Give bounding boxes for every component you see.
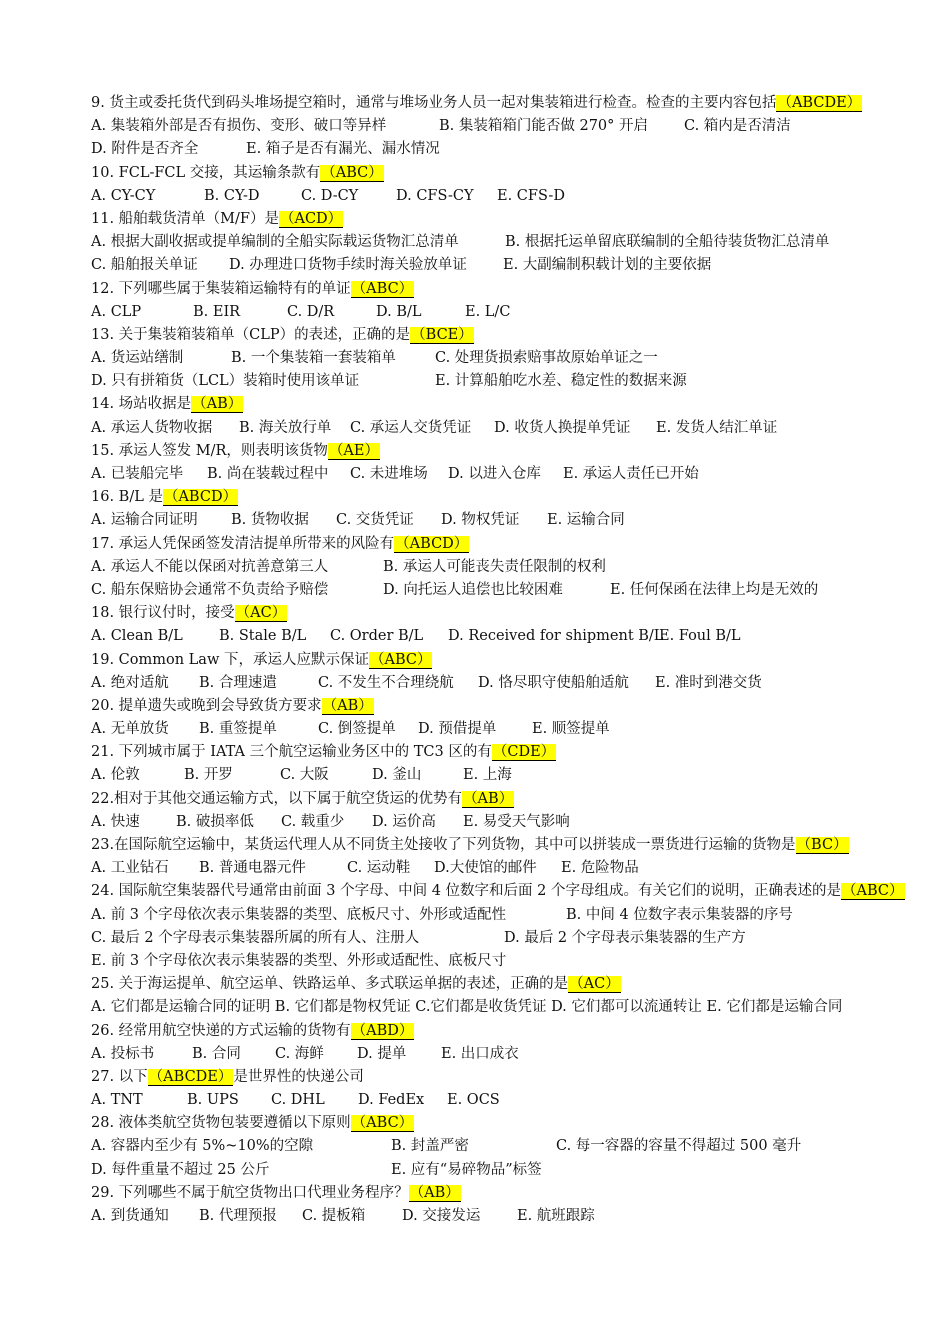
option-row xyxy=(91,1043,921,1066)
answer-highlight: （AB） xyxy=(192,396,243,413)
question-text: 28. 液体类航空货物包装要遵循以下原则 xyxy=(91,1115,351,1132)
option: A. 承运人货物收据 xyxy=(91,419,213,436)
option-row xyxy=(91,509,921,532)
option: A. TNT xyxy=(91,1092,143,1109)
question-document xyxy=(91,92,921,1228)
option: C. Order B/L xyxy=(330,628,424,645)
question-stem xyxy=(91,741,921,764)
question-text: 13. 关于集装箱装箱单（CLP）的表述，正确的是 xyxy=(91,326,411,343)
option: C. 处理货损索赔事故原始单证之一 xyxy=(435,350,658,367)
question-text: 25. 关于海运提单、航空运单、铁路运单、多式联运单据的表述，正确的是 xyxy=(91,976,569,993)
question-text-tail: 是世界性的快递公司 xyxy=(233,1068,364,1085)
option: B. 海关放行单 xyxy=(239,419,332,436)
option: A. 集装箱外部是否有损伤、变形、破口等异样 xyxy=(91,118,387,135)
answer-highlight: （BC） xyxy=(796,837,848,853)
answer-highlight: （ACD） xyxy=(279,210,343,227)
option: C. 倒签提单 xyxy=(318,721,396,738)
option: A. CLP xyxy=(91,303,142,320)
option: B. 货物收据 xyxy=(231,512,309,529)
option: D. 釜山 xyxy=(372,767,422,784)
option: D. 运价高 xyxy=(372,813,436,830)
question-text: 10. FCL-FCL 交接，其运输条款有 xyxy=(91,164,321,181)
option-row xyxy=(91,301,921,324)
question-text: 26. 经常用航空快递的方式运输的货物有 xyxy=(91,1022,351,1039)
question-stem xyxy=(91,1066,921,1089)
answer-highlight: （AC） xyxy=(235,605,287,622)
question-text: 12. 下列哪些属于集装箱运输特有的单证 xyxy=(91,280,351,297)
question-stem xyxy=(91,92,921,115)
option-row xyxy=(91,718,921,741)
answer-highlight: （ABC） xyxy=(351,280,414,297)
answer-highlight: （BCE） xyxy=(411,326,473,343)
option: D. 以进入仓库 xyxy=(448,466,541,482)
option: C. 承运人交货凭证 xyxy=(350,419,472,436)
question-stem xyxy=(91,278,921,301)
option-row xyxy=(91,231,921,254)
option: D. FedEx xyxy=(358,1092,425,1109)
option: D. B/L xyxy=(376,303,422,320)
question-text: 9. 货主或委托货代到码头堆场提空箱时，通常与堆场业务人员一起对集装箱进行检查。检查的主要内容包括 xyxy=(91,95,777,111)
option: B. Stale B/L xyxy=(219,628,307,645)
option: D. 恪尽职守使船舶适航 xyxy=(478,674,629,691)
question-stem xyxy=(91,834,921,857)
option-row xyxy=(91,347,921,370)
option: B. 破损率低 xyxy=(176,813,254,830)
option-row xyxy=(91,811,921,834)
option: A. 到货通知 xyxy=(91,1208,169,1224)
option: B. 一个集装箱一套装箱单 xyxy=(231,350,396,367)
answer-highlight: （AE） xyxy=(328,442,379,459)
option: A. 无单放货 xyxy=(91,721,169,738)
answer-highlight: （ABCDE） xyxy=(148,1068,233,1085)
option: B. 重签提单 xyxy=(199,721,277,738)
option-row xyxy=(91,1089,921,1112)
question-text: 23.在国际航空运输中，某货运代理人从不同货主处接收了下列货物，其中可以拼装成一票货进行运输的货物是 xyxy=(91,837,796,853)
option: E. 准时到港交货 xyxy=(655,674,762,691)
option: A. 容器内至少有 5%~10%的空隙 xyxy=(91,1138,314,1155)
option: B. 封盖严密 xyxy=(391,1138,469,1155)
answer-highlight: （ABC） xyxy=(369,651,432,668)
option: C. D/R xyxy=(287,303,335,320)
question-text: 24. 国际航空集装器代号通常由前面 3 个字母、中间 4 位数字和后面 2 个字母组成。有关它们的说明，正确表述的是 xyxy=(91,883,841,900)
answer-highlight: （ABC） xyxy=(842,883,904,900)
option: B. UPS xyxy=(187,1092,239,1109)
option: D. 附件是否齐全 xyxy=(91,141,199,158)
question-stem xyxy=(91,880,921,903)
answer-highlight: （ABD） xyxy=(351,1022,414,1039)
option: D. 每件重量不超过 25 公斤 xyxy=(91,1161,270,1178)
option: D. 预借提单 xyxy=(418,721,497,738)
option: B. EIR xyxy=(193,303,241,320)
question-text: 14. 场站收据是 xyxy=(91,396,192,413)
question-stem xyxy=(91,1182,921,1205)
option-row xyxy=(91,417,921,440)
question-text: 17. 承运人凭保函签发清洁提单所带来的风险有 xyxy=(91,535,395,552)
answer-highlight: （AC） xyxy=(569,976,620,993)
question-stem xyxy=(91,695,921,718)
option: D. CFS-CY xyxy=(396,187,474,204)
option: E. 计算船舶吃水差、稳定性的数据来源 xyxy=(435,373,687,390)
option: C. DHL xyxy=(271,1092,325,1109)
option: B. CY-D xyxy=(204,187,260,204)
option: A. 快速 xyxy=(91,813,140,830)
option: C. 未进堆场 xyxy=(350,466,428,482)
option-row xyxy=(91,996,921,1019)
question-stem xyxy=(91,393,921,416)
answer-highlight: （AB） xyxy=(463,790,514,807)
option: B. 普通电器元件 xyxy=(199,860,306,877)
option: B. 开罗 xyxy=(184,767,233,784)
option-row xyxy=(91,1159,921,1182)
option: B. 承运人可能丧失责任限制的权利 xyxy=(383,558,606,575)
question-stem xyxy=(91,440,921,463)
answer-highlight: （AB） xyxy=(322,697,373,714)
question-text: 29. 下列哪些不属于航空货物出口代理业务程序？ xyxy=(91,1184,409,1201)
question-stem xyxy=(91,649,921,672)
option: C. 箱内是否清洁 xyxy=(684,118,791,135)
option-row xyxy=(91,764,921,787)
option: A. 根据大副收据或提单编制的全船实际载运货物汇总清单 xyxy=(91,234,459,251)
option: D. 只有拼箱货（LCL）装箱时使用该单证 xyxy=(91,373,360,390)
option: D. 交接发运 xyxy=(402,1208,481,1224)
question-text: 18. 银行议付时，接受 xyxy=(91,605,235,622)
option-row xyxy=(91,115,921,138)
option: E. 航班跟踪 xyxy=(517,1208,595,1224)
option: B. 代理预报 xyxy=(199,1208,277,1224)
option-row xyxy=(91,254,921,277)
question-stem xyxy=(91,602,921,625)
option: D. 收货人换提单凭证 xyxy=(494,419,631,436)
option-row xyxy=(91,1135,921,1158)
option-row xyxy=(91,1205,921,1228)
option: E. 承运人责任已开始 xyxy=(563,466,699,482)
answer-highlight: （ABCD） xyxy=(395,535,469,552)
option: E. 应有“易碎物品”标签 xyxy=(391,1161,542,1178)
option: E. CFS-D xyxy=(497,187,565,204)
answer-highlight: （CDE） xyxy=(492,744,556,761)
option: A. 货运站缮制 xyxy=(91,350,184,367)
question-stem xyxy=(91,486,921,509)
option: C. 大阪 xyxy=(280,767,329,784)
option: C. 载重少 xyxy=(281,813,345,830)
option: C. 船东保赔协会通常不负责给予赔偿 xyxy=(91,581,329,598)
option: A. 绝对适航 xyxy=(91,674,169,691)
option: B. 合理速遣 xyxy=(199,674,277,691)
option: C. D-CY xyxy=(301,187,359,204)
option: A. 前 3 个字母依次表示集装器的类型、底板尺寸、外形或适配性 xyxy=(91,906,507,923)
option-row xyxy=(91,672,921,695)
option: A. 已装船完毕 xyxy=(91,466,184,482)
option: E. 危险物品 xyxy=(561,860,639,877)
option-row xyxy=(91,185,921,208)
option-row xyxy=(91,927,921,950)
option-row xyxy=(91,579,921,602)
question-text: 19. Common Law 下，承运人应默示保证 xyxy=(91,651,369,668)
option: E. 发货人结汇单证 xyxy=(656,419,778,436)
option: E. L/C xyxy=(465,303,511,320)
option: E. 出口成衣 xyxy=(441,1045,519,1062)
option: E. Foul B/L xyxy=(659,628,741,645)
question-stem xyxy=(91,973,921,996)
option: E. 箱子是否有漏光、漏水情况 xyxy=(246,141,440,158)
question-stem xyxy=(91,533,921,556)
option: D. 办理进口货物手续时海关验放单证 xyxy=(229,257,467,274)
option: E. 运输合同 xyxy=(547,512,625,529)
option-row xyxy=(91,857,921,880)
option-row xyxy=(91,370,921,393)
option-row xyxy=(91,463,921,486)
option-row xyxy=(91,950,921,973)
option: E. 前 3 个字母依次表示集装器的类型、外形或适配性、底板尺寸 xyxy=(91,952,507,969)
option: B. 根据托运单留底联编制的全船待装货物汇总清单 xyxy=(505,234,830,251)
answer-highlight: （ABCD） xyxy=(163,489,238,506)
option: A. 投标书 xyxy=(91,1045,155,1062)
question-stem xyxy=(91,788,921,811)
question-text: 21. 下列城市属于 IATA 三个航空运输业务区中的 TC3 区的有 xyxy=(91,744,492,761)
question-stem xyxy=(91,324,921,347)
option: C. 交货凭证 xyxy=(336,512,414,529)
option: E. 顺签提单 xyxy=(532,721,610,738)
question-stem xyxy=(91,162,921,185)
option: A. 承运人不能以保函对抗善意第三人 xyxy=(91,558,329,575)
option: C. 船舶报关单证 xyxy=(91,257,198,274)
question-text: 11. 船舶载货清单（M/F）是 xyxy=(91,210,279,227)
question-stem xyxy=(91,1112,921,1135)
option-row xyxy=(91,138,921,161)
question-stem xyxy=(91,1020,921,1043)
answer-highlight: （ABCDE） xyxy=(777,95,862,111)
option: B. 中间 4 位数字表示集装器的序号 xyxy=(566,906,793,923)
option: B. 尚在装载过程中 xyxy=(207,466,329,482)
option: E. 易受天气影响 xyxy=(463,813,570,830)
answer-highlight: （ABC） xyxy=(321,164,383,181)
option: E. 大副编制积载计划的主要依据 xyxy=(503,257,712,274)
question-text: 20. 提单遗失或晚到会导致货方要求 xyxy=(91,697,322,714)
option: E. 任何保函在法律上均是无效的 xyxy=(610,581,819,598)
option: C. 提板箱 xyxy=(302,1208,366,1224)
option: D. 提单 xyxy=(357,1045,407,1062)
option: D. 向托运人追偿也比较困难 xyxy=(383,581,563,598)
option-row xyxy=(91,556,921,579)
question-text: 27. 以下 xyxy=(91,1068,148,1085)
option: C. 每一容器的容量不得超过 500 毫升 xyxy=(556,1138,802,1155)
question-text: 16. B/L 是 xyxy=(91,489,163,506)
option: A. 工业钻石 xyxy=(91,860,169,877)
answer-highlight: （AB） xyxy=(409,1184,460,1201)
option: A. CY-CY xyxy=(91,187,156,204)
option: C. 海鲜 xyxy=(275,1045,324,1062)
option: A. 伦敦 xyxy=(91,767,140,784)
option: D.大使馆的邮件 xyxy=(434,860,537,877)
option: D. 最后 2 个字母表示集装器的生产方 xyxy=(504,929,746,946)
option: C. 最后 2 个字母表示集装器所属的所有人、注册人 xyxy=(91,929,420,946)
question-text: 15. 承运人签发 M/R，则表明该货物 xyxy=(91,442,328,459)
option: C. 运动鞋 xyxy=(347,860,411,877)
option: B. 合同 xyxy=(192,1045,241,1062)
option: D. Received for shipment B/L xyxy=(448,628,664,645)
question-stem xyxy=(91,208,921,231)
option: C. 不发生不合理绕航 xyxy=(318,674,454,691)
answer-highlight: （ABC） xyxy=(351,1115,414,1132)
option-row xyxy=(91,904,921,927)
option: E. OCS xyxy=(447,1092,500,1109)
option: E. 上海 xyxy=(463,767,512,784)
option: A. Clean B/L xyxy=(91,628,183,645)
option: B. 集装箱箱门能否做 270° 开启 xyxy=(439,118,649,135)
option: A. 它们都是运输合同的证明 B. 它们都是物权凭证 C.它们都是收货凭证 D. 它们都可以流通转让 E. 它们都是运输合同 xyxy=(91,999,843,1016)
option: D. 物权凭证 xyxy=(441,512,520,529)
option-row xyxy=(91,625,921,648)
question-text: 22.相对于其他交通运输方式，以下属于航空货运的优势有 xyxy=(91,790,463,807)
option: A. 运输合同证明 xyxy=(91,512,198,529)
